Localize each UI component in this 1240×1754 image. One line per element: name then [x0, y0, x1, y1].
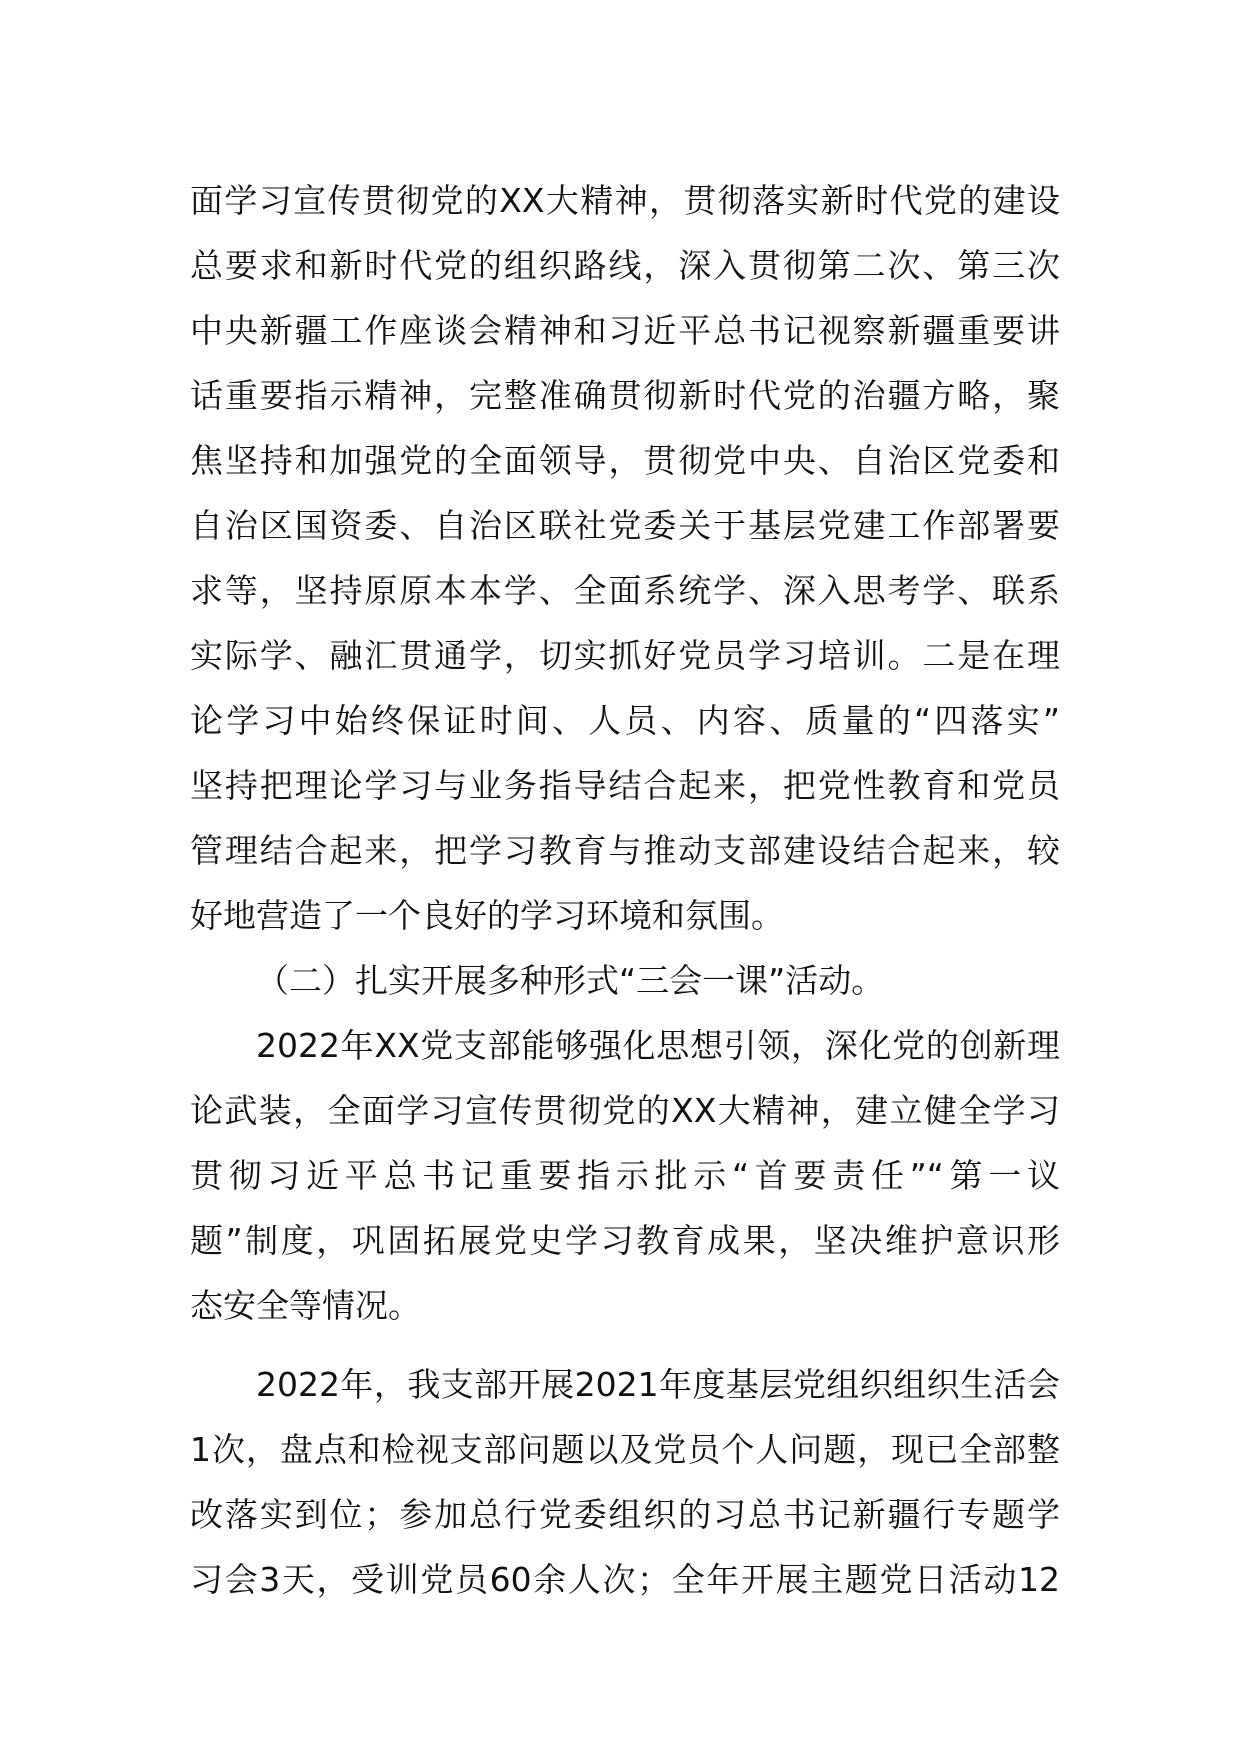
- text-line: 2022年XX党支部能够强化思想引领，深化党的创新理: [256, 1026, 1060, 1065]
- text-line: 面学习宣传贯彻党的XX大精神，贯彻落实新时代党的建设: [190, 181, 1060, 220]
- paragraph: [190, 1352, 1060, 1612]
- text-line: 题”制度，巩固拓展党史学习教育成果，坚决维护意识形: [190, 1221, 1060, 1260]
- text-line: 好地营造了一个良好的学习环境和氛围。: [190, 896, 784, 935]
- section-heading: [190, 948, 1060, 1013]
- text-line: 论学习中始终保证时间、人员、内容、质量的“四落实”: [190, 701, 1060, 740]
- text-line: 管理结合起来，把学习教育与推动支部建设结合起来，较: [190, 831, 1060, 870]
- text-line: 实际学、融汇贯通学，切实抓好党员学习培训。二是在理: [190, 636, 1060, 675]
- text-line: 坚持把理论学习与业务指导结合起来，把党性教育和党员: [190, 766, 1060, 805]
- text-line: 话重要指示精神，完整准确贯彻新时代党的治疆方略，聚: [190, 376, 1060, 415]
- text-line: 论武装，全面学习宣传贯彻党的XX大精神，建立健全学习: [190, 1091, 1060, 1130]
- text-line: 中央新疆工作座谈会精神和习近平总书记视察新疆重要讲: [190, 311, 1060, 350]
- text-line: 1次，盘点和检视支部问题以及党员个人问题，现已全部整: [190, 1430, 1060, 1469]
- text-line: 自治区国资委、自治区联社党委关于基层党建工作部署要: [190, 506, 1060, 545]
- text-line: 2022年，我支部开展2021年度基层党组织组织生活会: [256, 1365, 1060, 1404]
- text-line: 求等，坚持原原本本学、全面系统学、深入思考学、联系: [190, 571, 1060, 610]
- text-line: 习会3天，受训党员60余人次；全年开展主题党日活动12: [190, 1560, 1060, 1599]
- text-line: 态安全等情况。: [190, 1286, 421, 1325]
- text-line: 焦坚持和加强党的全面领导，贯彻党中央、自治区党委和: [190, 441, 1060, 480]
- body-text: [190, 168, 1060, 1612]
- paragraph: [190, 168, 1060, 948]
- text-line: 总要求和新时代党的组织路线，深入贯彻第二次、第三次: [190, 246, 1060, 285]
- heading-line: （二）扎实开展多种形式“三会一课”活动。: [256, 961, 885, 1000]
- paragraph-gap: [190, 1338, 1060, 1352]
- text-line: 改落实到位；参加总行党委组织的习总书记新疆行专题学: [190, 1495, 1060, 1534]
- text-line: 贯彻习近平总书记重要指示批示“首要责任”“第一议: [190, 1156, 1060, 1195]
- paragraph: [190, 1013, 1060, 1338]
